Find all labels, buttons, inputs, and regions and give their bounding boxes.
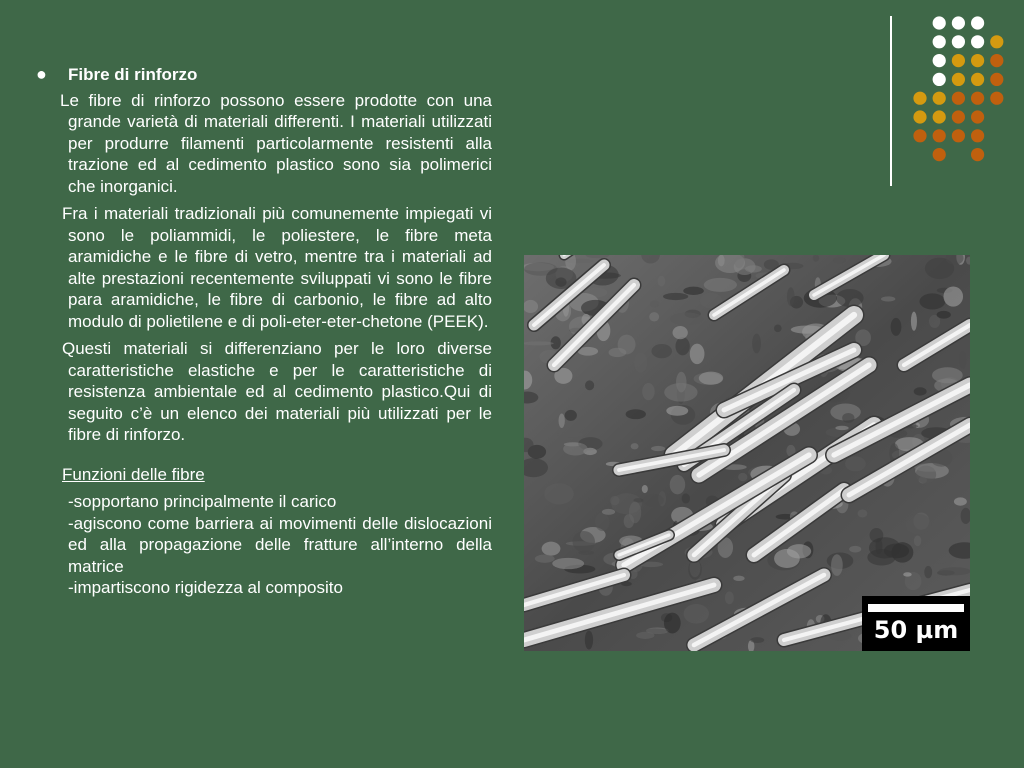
decorative-dot xyxy=(952,73,965,86)
decorative-dot xyxy=(913,129,926,142)
decorative-dot xyxy=(990,35,1003,48)
decorative-dot xyxy=(990,73,1003,86)
paragraph-2: Fra i materiali tradizionali più comunemente impiegati vi sono le poliammidi, le poliestere, le fibre meta aramidiche e le fibre di vetro, mentre tra i materiali ad alte prestazioni recentemente sviluppati vi sono le fibre para aramidiche, le fibre di carbonio, le fibre ad alto modulo di polietilene e di poli-eter-eter-chetone (PEEK). xyxy=(62,204,492,331)
function-item: -agiscono come barriera ai movimenti delle dislocazioni ed alla propagazione delle fratture all’interno della matrice xyxy=(68,513,492,576)
scale-bar-line xyxy=(868,604,964,612)
fiber-micrograph-image xyxy=(524,255,970,651)
decorative-dot xyxy=(933,35,946,48)
decorative-dot xyxy=(971,16,984,29)
bullet-title: Fibre di rinforzo xyxy=(68,65,198,84)
decorative-dot xyxy=(952,16,965,29)
bullet-icon: ● xyxy=(36,64,47,84)
decorative-dot xyxy=(952,92,965,105)
decorative-dot xyxy=(990,92,1003,105)
decorative-dot xyxy=(971,129,984,142)
decorative-dot xyxy=(933,54,946,67)
decorative-dot xyxy=(933,92,946,105)
decorative-dot xyxy=(913,110,926,123)
decorative-vertical-line xyxy=(890,16,892,186)
decorative-dot xyxy=(971,54,984,67)
decorative-dot xyxy=(971,35,984,48)
decorative-dot xyxy=(933,129,946,142)
paragraph-3: Questi materiali si differenziano per le loro diverse caratteristiche elastiche e per le caratteristiche di resistenza ambientale ed al cedimento plastico.Qui di seguito c’è un elenco dei materiali più utilizzati per le fibre di rinforzo. xyxy=(62,339,492,444)
decorative-dot xyxy=(913,92,926,105)
decorative-dot xyxy=(952,129,965,142)
decorative-dot xyxy=(952,110,965,123)
decorative-dot xyxy=(971,148,984,161)
scale-bar-label: 50 µm xyxy=(873,616,959,644)
bullet-heading xyxy=(36,64,492,86)
subheading-functions: Funzioni delle fibre xyxy=(62,464,205,484)
paragraph-1: Le fibre di rinforzo possono essere prodotte con una grande varietà di materiali differenti. I materiali utilizzati per produrre filamenti particolarmente resistenti alla trazione ed al cedimento plastico sono sia polimerici che inorganici. xyxy=(60,90,492,196)
decorative-dot xyxy=(971,110,984,123)
micrograph-illustration xyxy=(524,255,970,651)
decorative-dot xyxy=(933,110,946,123)
function-item: -impartiscono rigidezza al composito xyxy=(68,578,343,597)
function-item: -sopportano principalmente il carico xyxy=(68,492,337,511)
functions-list xyxy=(36,491,492,599)
decorative-dot xyxy=(933,148,946,161)
decorative-dot xyxy=(971,73,984,86)
decorative-dot xyxy=(971,92,984,105)
slide-text-content xyxy=(36,64,492,599)
decorative-dot xyxy=(952,35,965,48)
decorative-dot xyxy=(933,73,946,86)
decorative-dot xyxy=(933,16,946,29)
scale-bar xyxy=(862,596,970,651)
decorative-dot xyxy=(952,54,965,67)
decorative-dot xyxy=(990,54,1003,67)
